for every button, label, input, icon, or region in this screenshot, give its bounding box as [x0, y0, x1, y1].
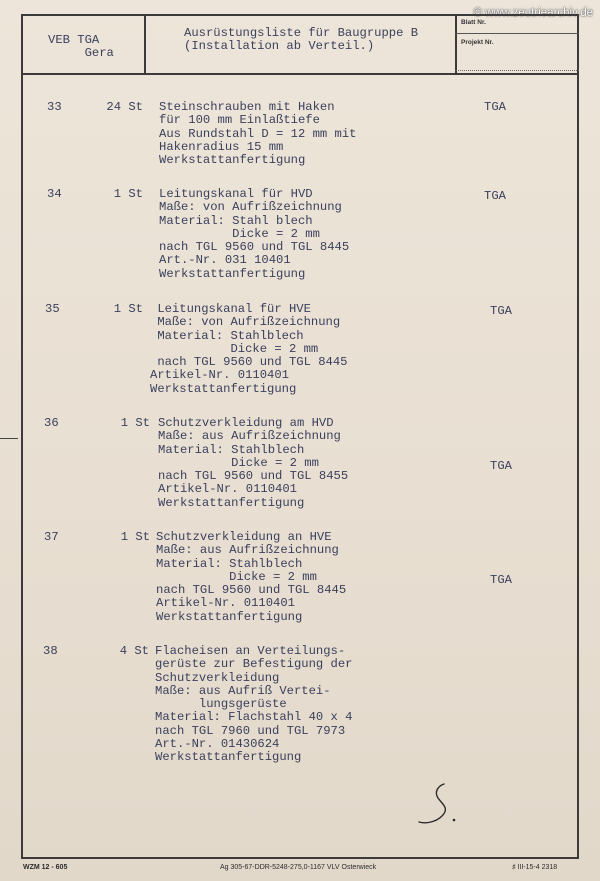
watermark: © www.zeutriearchiv.de: [473, 7, 593, 19]
item-number: 34: [47, 187, 62, 201]
item-number: 36: [44, 416, 59, 430]
printer-mark-icon: ♯: [512, 864, 516, 871]
blatt-label: Blatt Nr.: [461, 19, 486, 26]
item-description: Leitungskanal für HVE Maße: von Aufrißzeichnung Material: Stahlblech Dicke = 2 mm nach TGL 9560 und TGL 8445 Artikel-Nr. 0110401 Werkstattanfertigung: [150, 302, 348, 396]
header-column-divider: [144, 14, 146, 74]
margin-mark: [0, 438, 18, 439]
item-quantity: 1 St: [120, 416, 150, 430]
item-description: Schutzverkleidung an HVE Maße: aus Aufrißzeichnung Material: Stahlblech Dicke = 2 mm nach TGL 9560 und TGL 8445 Artikel-Nr. 0110401 Werkstattanfertigung: [156, 530, 347, 624]
item-responsible: TGA: [490, 304, 512, 318]
print-info: Ag 305-67-DDR-5248-275,0-1167 VLV Osterwieck: [220, 864, 377, 871]
item-quantity: 24 St: [106, 100, 143, 114]
header-column-divider: [455, 14, 457, 74]
form-number: WZM 12 - 605: [23, 864, 68, 871]
item-quantity: 4 St: [119, 644, 149, 658]
item-description: Steinschrauben mit Haken für 100 mm Einlaßtiefe Aus Rundstahl D = 12 mm mit Hakenradius 15 mm Werkstattanfertigung: [159, 100, 357, 168]
company-name: VEB TGA Gera: [48, 33, 114, 61]
item-description: Flacheisen an Verteilungs- gerüste zur Befestigung der Schutzverkleidung Maße: aus Aufriß Vertei- lungsgerüste Material: Flachstahl 40 x 4 nach TGL 7960 und TGL 7973 Art.-Nr. 01430624 Werkstattanfertigung: [155, 644, 353, 765]
printer-code-text: III-15-4 2318: [517, 864, 558, 871]
header-divider: [21, 73, 579, 75]
item-responsible: TGA: [484, 100, 506, 114]
item-responsible: TGA: [484, 189, 506, 203]
item-description: Leitungskanal für HVD Maße: von Aufrißzeichnung Material: Stahl blech Dicke = 2 mm nach TGL 9560 und TGL 8445 Art.-Nr. 031 10401 Werkstattanfertigung: [159, 187, 350, 281]
item-quantity: 1 St: [113, 187, 143, 201]
item-number: 37: [44, 530, 59, 544]
item-responsible: TGA: [490, 573, 512, 587]
page-title: Ausrüstungsliste für Baugruppe B (Installation ab Verteil.): [184, 26, 419, 54]
item-number: 33: [47, 100, 62, 114]
projekt-label: Projekt Nr.: [461, 39, 494, 46]
blatt-divider: [455, 33, 579, 34]
item-quantity: 1 St: [120, 530, 150, 544]
item-quantity: 1 St: [113, 302, 143, 316]
printer-code: [512, 864, 557, 871]
projekt-divider: [455, 70, 579, 71]
item-description: Schutzverkleidung am HVD Maße: aus Aufrißzeichnung Material: Stahlblech Dicke = 2 mm nach TGL 9560 und TGL 8455 Artikel-Nr. 0110401 Werkstattanfertigung: [158, 416, 349, 510]
item-number: 38: [43, 644, 58, 658]
item-responsible: TGA: [490, 459, 512, 473]
handwritten-signature: [414, 780, 464, 828]
item-number: 35: [45, 302, 60, 316]
